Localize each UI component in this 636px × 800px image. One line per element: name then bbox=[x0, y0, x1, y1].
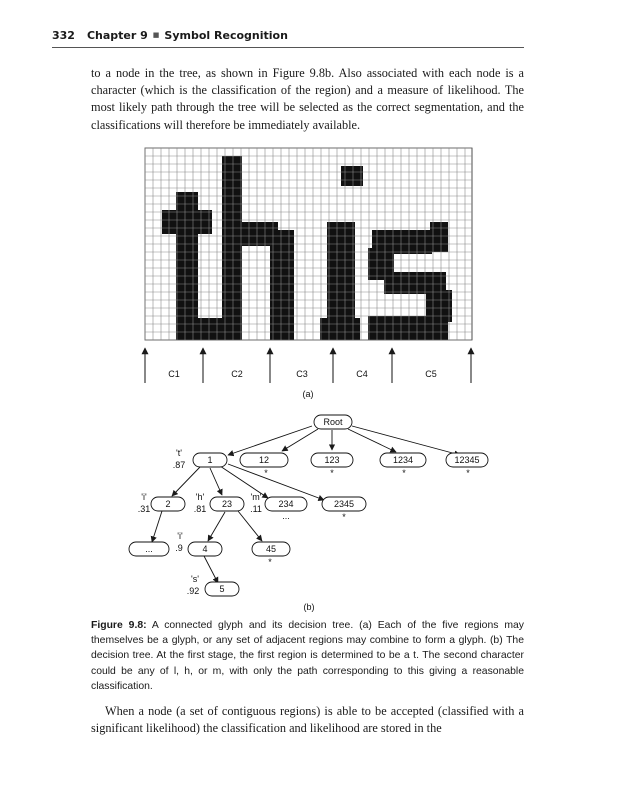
region-label-c3: C3 bbox=[296, 369, 308, 379]
paragraph-bottom: When a node (a set of contiguous regions) is able to be accepted (classified with a significant likelihood) the classification and likelihood are stored in the bbox=[91, 704, 524, 736]
tree-node-1234-label: 1234 bbox=[392, 455, 414, 465]
figure-caption-label: Figure 9.8: bbox=[91, 620, 147, 631]
tree-node-234-label: 234 bbox=[278, 499, 294, 509]
tree-node-23-label: 23 bbox=[221, 499, 233, 509]
subfigure-label-a: (a) bbox=[302, 389, 314, 399]
tree-node-2-label: 2 bbox=[165, 499, 171, 509]
tree-edge bbox=[282, 429, 318, 451]
tree-node-12-label: 12 bbox=[258, 455, 270, 465]
page-number: 332 bbox=[52, 29, 75, 42]
tree-edge bbox=[352, 426, 460, 455]
tree-node-ellipsis-label: ... bbox=[145, 544, 153, 554]
tree-edge bbox=[348, 429, 396, 452]
subfigure-label-b: (b) bbox=[303, 602, 315, 612]
tree-node-5-char: 's' bbox=[191, 574, 199, 584]
tree-node-234-char: 'm' bbox=[250, 492, 262, 502]
region-label-c2: C2 bbox=[231, 369, 243, 379]
region-label-c1: C1 bbox=[168, 369, 180, 379]
tree-node-4-label: 4 bbox=[202, 544, 208, 554]
tree-node-234-mark: ... bbox=[282, 511, 290, 521]
tree-node-4-char: 'i' bbox=[177, 531, 183, 541]
tree-node-2345-label: 2345 bbox=[333, 499, 355, 509]
tree-node-123-label: 123 bbox=[324, 455, 340, 465]
tree-edge bbox=[204, 556, 218, 583]
tree-node-1234-mark: * bbox=[402, 468, 406, 478]
tree-nodes bbox=[129, 415, 488, 612]
tree-edge bbox=[238, 511, 262, 541]
tree-node-12345-mark: * bbox=[466, 468, 470, 478]
tree-node-234-prob: .11 bbox=[250, 504, 262, 514]
tree-edge bbox=[152, 511, 162, 542]
tree-edge bbox=[228, 464, 324, 500]
tree-node-23-char: 'h' bbox=[195, 492, 205, 502]
tree-node-5-prob: .92 bbox=[186, 586, 200, 596]
tree-node-1-label: 1 bbox=[207, 455, 213, 465]
region-markers bbox=[145, 348, 471, 383]
tree-node-2345-mark: * bbox=[342, 512, 346, 522]
tree-node-4-prob: .9 bbox=[175, 543, 183, 553]
figure-caption-text: A connected glyph and its decision tree. (a) Each of the five regions may themselves be a glyph, or any set of adjacent regions may combine to form a glyph. (b) The decision tree. At the first stage, the first region is determined to be a t. The second character could be any of l, h, or m, with only the path corresponding to this giving a reasonable classification. bbox=[91, 620, 524, 692]
figure-caption bbox=[91, 618, 524, 694]
tree-edge bbox=[208, 512, 225, 541]
region-label-c4: C4 bbox=[356, 369, 368, 379]
tree-edge bbox=[210, 468, 222, 495]
glyph-image bbox=[145, 148, 472, 340]
tree-node-45-label: 45 bbox=[265, 544, 277, 554]
paragraph-top: to a node in the tree, as shown in Figure 9.8b. Also associated with each node is a character (which is the classification of the region) and a measure of likelihood. The most likely path through the tree will be selected as the correct segmentation, and the classifications will therefore be immediately available. bbox=[91, 66, 524, 132]
tree-node-2-char: 'i' bbox=[141, 492, 147, 502]
chapter-title: Symbol Recognition bbox=[164, 29, 288, 42]
chapter-label: Chapter 9 bbox=[86, 29, 148, 42]
tree-node-1-prob: .87 bbox=[172, 460, 186, 470]
tree-node-123-mark: * bbox=[330, 468, 334, 478]
tree-node-root-label: Root bbox=[323, 417, 343, 427]
tree-node-45-mark: * bbox=[268, 557, 272, 567]
separator-square-icon: ■ bbox=[152, 31, 160, 39]
tree-node-23-prob: .81 bbox=[193, 504, 207, 514]
tree-node-12345-label: 12345 bbox=[454, 455, 480, 465]
tree-node-12-mark: * bbox=[264, 468, 268, 478]
tree-node-5-label: 5 bbox=[219, 584, 225, 594]
tree-node-1-char: 't' bbox=[176, 448, 182, 458]
region-label-c5: C5 bbox=[425, 369, 437, 379]
tree-node-2-prob: .31 bbox=[137, 504, 151, 514]
